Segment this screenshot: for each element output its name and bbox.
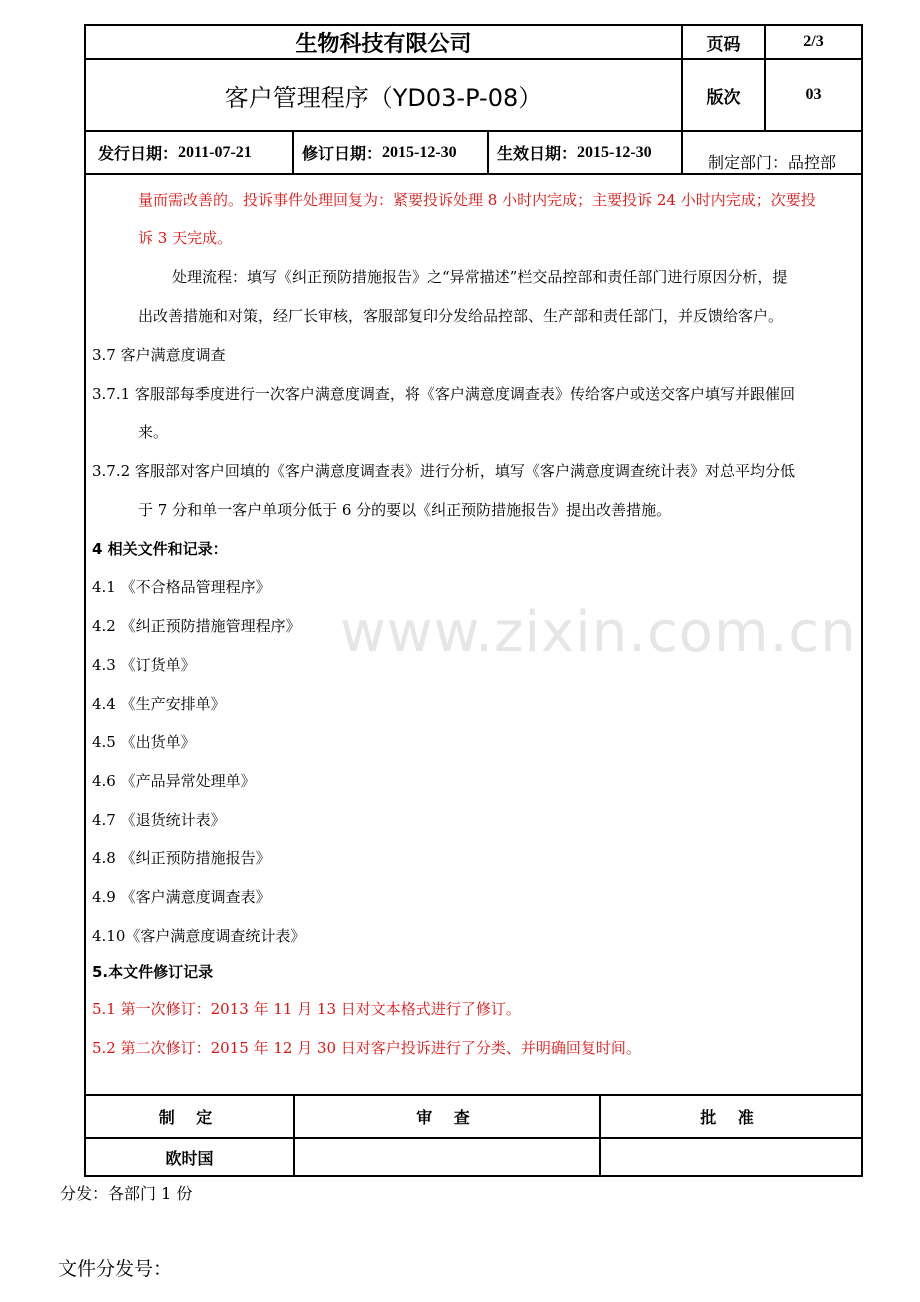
- revise-date: 2015-12-30: [382, 143, 457, 161]
- made-by-header: 制 定: [158, 1108, 221, 1127]
- list-item-4-2: 4.2 《纠正预防措施管理程序》: [92, 617, 301, 635]
- issue-date-cell: [86, 132, 292, 173]
- frame-right-border: [861, 24, 863, 1177]
- dept-value: 品控部: [788, 152, 837, 172]
- body-line-3: 处理流程：填写《纠正预防措施报告》之“异常描述”栏交品控部和责任部门进行原因分析，提: [172, 268, 788, 286]
- made-by-name: 欧时国: [165, 1148, 214, 1168]
- body-line-3-7-1-cont: 来。: [138, 423, 169, 441]
- list-item-4-6: 4.6 《产品异常处理单》: [92, 772, 256, 790]
- approved-by-name: [601, 1139, 861, 1175]
- issue-date-label: 发行日期：: [98, 144, 179, 163]
- list-item-4-4: 4.4 《生产安排单》: [92, 695, 226, 713]
- document-title: 客户管理程序（YD03-P-08）: [224, 83, 543, 112]
- company-name: 生物科技有限公司: [295, 31, 472, 57]
- effective-date-label: 生效日期：: [497, 144, 578, 163]
- revise-date-cell: [294, 132, 487, 173]
- body-line-2: 诉 3 天完成。: [138, 229, 233, 247]
- list-item-4-10: 4.10《客户满意度调查统计表》: [92, 927, 306, 945]
- revise-date-label: 修订日期：: [302, 144, 383, 163]
- approve-header: 批 准: [700, 1108, 762, 1127]
- version-number: 03: [805, 86, 822, 103]
- version-label: 版次: [706, 87, 741, 108]
- issue-date: 2011-07-21: [178, 143, 252, 161]
- list-item-4-8: 4.8 《纠正预防措施报告》: [92, 849, 271, 867]
- reviewed-by-name: [295, 1139, 599, 1175]
- frame-left-border: [84, 24, 86, 1177]
- effective-date-cell: [489, 132, 681, 173]
- distribution-note: 分发：各部门 1 份: [60, 1184, 193, 1203]
- list-item-4-5: 4.5 《出货单》: [92, 733, 196, 751]
- page-number: 2/3: [803, 33, 824, 50]
- list-item-4-7: 4.7 《退货统计表》: [92, 811, 226, 829]
- page-label: 页码: [706, 34, 741, 55]
- list-item-4-1: 4.1 《不合格品管理程序》: [92, 578, 271, 596]
- watermark: www.zixin.com.cn: [340, 600, 857, 665]
- dept-label: 制定部门：: [707, 152, 788, 172]
- doc-number-label: 文件分发号：: [58, 1258, 173, 1280]
- review-header: 审 查: [416, 1108, 478, 1127]
- body-line-3-7-1: 3.7.1 客服部每季度进行一次客户满意度调查，将《客户满意度调查表》传给客户或送交客户填写并跟催回: [92, 385, 795, 403]
- body-line-4: 出改善措施和对策，经厂长审核，客服部复印分发给品控部、生产部和责任部门，并反馈给客户。: [138, 307, 784, 325]
- list-item-4-3: 4.3 《订货单》: [92, 656, 196, 674]
- body-line-1: 量而需改善的。投诉事件处理回复为：紧要投诉处理 8 小时内完成；主要投诉 24 小时内完成；次要投: [138, 191, 816, 209]
- revision-5-2: 5.2 第二次修订：2015 年 12 月 30 日对客户投诉进行了分类、并明确回复时间。: [92, 1039, 641, 1057]
- dept-cell: [683, 132, 861, 182]
- revision-5-1: 5.1 第一次修订：2013 年 11 月 13 日对文本格式进行了修订。: [92, 1000, 521, 1018]
- effective-date: 2015-12-30: [577, 143, 652, 161]
- section-4-heading: 4 相关文件和记录：: [92, 540, 228, 558]
- frame-bottom-border: [84, 1175, 863, 1177]
- body-line-3-7-2: 3.7.2 客服部对客户回填的《客户满意度调查表》进行分析，填写《客户满意度调查统计表》对总平均分低: [92, 462, 795, 480]
- section-3-7-heading: 3.7 客户满意度调查: [92, 346, 226, 364]
- list-item-4-9: 4.9 《客户满意度调查表》: [92, 888, 271, 906]
- body-line-3-7-2-cont: 于 7 分和单一客户单项分低于 6 分的要以《纠正预防措施报告》提出改善措施。: [138, 501, 672, 519]
- section-5-heading: 5.本文件修订记录: [92, 963, 214, 981]
